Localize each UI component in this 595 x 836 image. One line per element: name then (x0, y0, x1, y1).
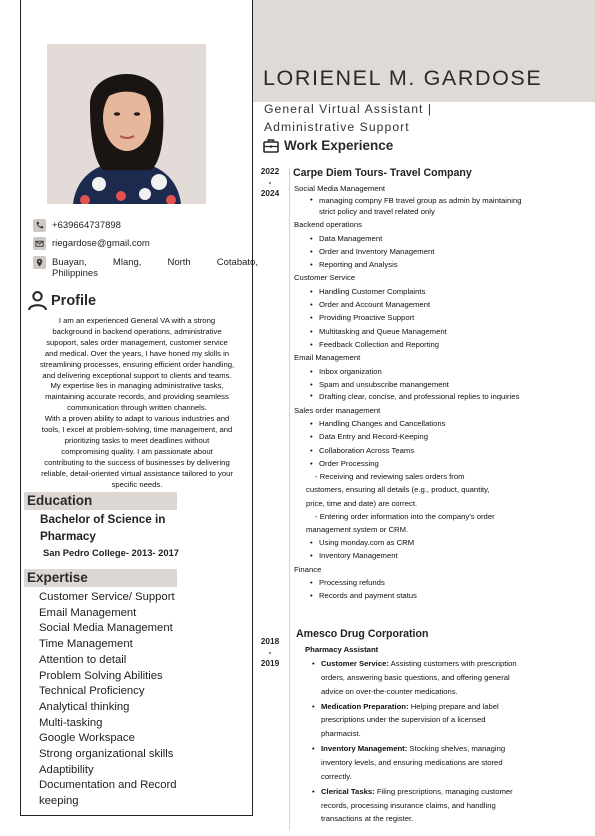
profile-title: Profile (51, 292, 97, 309)
duty-item: • Multitasking and Queue Management (294, 325, 590, 338)
duty-item: • Data Entry and Record-Keeping (294, 430, 590, 443)
duty-category: Backend operations (294, 220, 362, 230)
profile-line: specific needs. (111, 479, 163, 489)
duty-item: • Collaboration Across Teams (294, 444, 590, 457)
contact-address (33, 257, 258, 279)
phone-number: +639664737898 (52, 220, 121, 231)
address-part: Cotabato, (216, 257, 258, 268)
year-end: 2019 (260, 658, 280, 669)
work-experience-title: Work Experience (284, 138, 394, 153)
phone-icon (33, 219, 46, 232)
duty-item: • Handling Customer Complaints (294, 285, 590, 298)
duty-text: advice on over-the-counter medications. (321, 686, 458, 696)
expertise-item: Time Management (39, 638, 133, 651)
expertise-item: Adaptibility (39, 763, 94, 776)
detail-line: - Entering order information into the company's order (315, 511, 495, 521)
duty-text: Assisting customers with prescription (388, 659, 517, 668)
duty-item: • Using monday.com as CRM (294, 536, 590, 549)
job-details (294, 644, 590, 827)
degree (40, 512, 165, 545)
duty-list (294, 536, 590, 563)
detail-line: price, time and date) are correct. (306, 498, 418, 508)
detail-line: - Receiving and reviewing sales orders from (315, 472, 465, 482)
duty-category: Email Management (294, 353, 361, 363)
expertise-item: Problem Solving Abilities (39, 669, 163, 682)
company-name: Amesco Drug Corporation (296, 628, 429, 640)
profile-line: tools, I excel at problem-solving, time management, and (41, 425, 233, 435)
duty-item: • Drafting clear, concise, and professional replies to inquiries (294, 391, 526, 404)
duty-item: • Providing Proactive Support (294, 311, 590, 324)
profile-line: supoport, sales order management, customer service (46, 337, 228, 347)
duty-list (294, 285, 590, 351)
duty-category: Sales order management (294, 405, 381, 415)
duty-text: Filing prescriptions, managing customer (374, 786, 513, 796)
expertise-item: Technical Proficiency (39, 685, 145, 698)
degree-line: Bachelor of Science in (40, 513, 166, 526)
work-experience-heading (263, 138, 393, 153)
profile-heading (27, 290, 96, 311)
expertise-item: Customer Service/ Support (39, 591, 175, 603)
location-pin-icon (33, 256, 46, 269)
expertise-list (39, 590, 177, 810)
profile-line: With a proven ability to adapt to various industries and (44, 414, 230, 424)
duty-item (294, 657, 590, 698)
expertise-item: Google Workspace (39, 732, 135, 745)
duty-text: pharmacist. (321, 729, 361, 739)
expertise-item: Attention to detail (39, 653, 127, 666)
company-name: Carpe Diem Tours- Travel Company (293, 167, 472, 179)
profile-line: streamlining processes, ensuring efficient order handling, (39, 359, 235, 369)
contact-phone (33, 220, 121, 232)
year-end: 2024 (260, 188, 280, 199)
duty-item (294, 700, 590, 741)
profile-line: and medical. Over the years, I have honed my skills in (44, 348, 230, 358)
duty-category: Finance (294, 564, 322, 574)
duty-category: Social Media Management (294, 184, 386, 193)
duty-text: prescriptions under the supervision of a licensed (321, 715, 486, 725)
school-and-years: San Pedro College- 2013- 2017 (43, 547, 179, 558)
duty-item (294, 742, 590, 783)
profile-line: reliable, detail-oriented virtual assistance tailored to your (41, 468, 233, 478)
expertise-item: Strong organizational skills (39, 748, 174, 761)
profile-line: contributing to the success of businesses by delivering (44, 457, 230, 467)
duty-item (294, 785, 590, 826)
briefcase-icon (263, 138, 279, 153)
detail-line: customers, ensuring all details (e.g., product, quantity, (306, 485, 490, 495)
degree-line: Pharmacy (40, 529, 96, 543)
expertise-item: Documentation and Record (39, 779, 177, 792)
expertise-item: Multi-tasking (39, 716, 103, 729)
role-line: Administrative Support (264, 119, 410, 134)
expertise-item: Analytical thinking (39, 700, 130, 713)
email-address: riegardose@gmail.com (52, 238, 150, 249)
profile-summary (21, 316, 253, 491)
order-processing-detail (294, 470, 534, 536)
job-years (256, 636, 284, 670)
year-dash: - (268, 177, 272, 188)
duty-text: Stocking shelves, managing (407, 744, 506, 754)
job-years (256, 166, 284, 200)
education-heading: Education (24, 492, 177, 510)
duty-item: • managing compny FB travel group as admin by maintaining strict policy and travel related only (294, 195, 526, 218)
profile-line: background in backend operations, administrative (52, 326, 222, 336)
profile-line: communication through written channels. (67, 403, 207, 413)
profile-line: maintaining accurate records, and providing seamless (45, 392, 229, 402)
contact-email (33, 238, 150, 250)
duty-item: • Processing refunds (294, 576, 590, 589)
expertise-item: keeping (39, 795, 79, 808)
duty-text: correctly. (321, 771, 352, 781)
duty-item: • Feedback Collection and Reporting (294, 338, 590, 351)
duty-list (294, 576, 590, 603)
person-icon (27, 290, 48, 311)
job-details (294, 182, 590, 603)
duty-list (294, 417, 590, 470)
duty-item: • Data Management (294, 232, 590, 245)
address-part: Buayan, (52, 257, 87, 268)
duty-lead: Customer Service: (321, 659, 389, 668)
profile-line: I am an experienced General VA with a strong (58, 316, 216, 325)
candidate-role (264, 101, 432, 136)
expertise-item: Social Media Management (39, 622, 173, 635)
duty-text: orders, answering basic questions, and offering general (321, 672, 510, 682)
duty-item: • Inbox organization (294, 365, 590, 378)
portrait-illustration (47, 44, 206, 204)
profile-line: prioritizing tasks to meet deadlines without (64, 435, 210, 445)
year-dash: - (268, 647, 272, 658)
duty-list (294, 657, 590, 826)
profile-line: and delivering exceptional support to clients and teams. (42, 370, 232, 380)
duty-text: records, processing insurance claims, and handling (321, 800, 496, 810)
duty-item: • Order and Account Management (294, 298, 590, 311)
duty-item: • Handling Changes and Cancellations (294, 417, 590, 430)
duty-text: Helping prepare and label (408, 701, 499, 711)
duty-list (294, 232, 590, 272)
address-part: North (167, 257, 191, 268)
address-text (52, 257, 258, 279)
role-line: General Virtual Assistant | (264, 102, 433, 116)
duty-lead: Inventory Management: (321, 744, 408, 754)
duty-lead: Medication Preparation: (321, 701, 409, 711)
year-start: 2022 (260, 166, 280, 176)
candidate-name: LORIENEL M. GARDOSE (263, 66, 543, 90)
duty-text: inventory levels, and ensuring medications are stored (321, 757, 503, 767)
duty-item: • Order Processing (294, 457, 590, 470)
duty-item: • Spam and unsubscribe manangement (294, 378, 590, 391)
duty-text: transactions at the register. (321, 814, 414, 824)
address-line-2: Philippines (52, 268, 98, 279)
year-start: 2018 (260, 636, 280, 646)
profile-photo (47, 44, 206, 204)
duty-category: Customer Service (294, 273, 356, 283)
profile-line: compromising quality. I am passionate about (61, 446, 213, 456)
expertise-heading: Expertise (24, 569, 177, 587)
email-icon (33, 237, 46, 250)
duty-item: • Inventory Management (294, 549, 590, 562)
duty-item: • Reporting and Analysis (294, 258, 590, 271)
job-title: Pharmacy Assistant (305, 645, 379, 654)
detail-line: management system or CRM. (306, 524, 409, 534)
duty-item: • Order and Inventory Management (294, 245, 590, 258)
duty-list (294, 195, 590, 218)
duty-lead: Clerical Tasks: (321, 786, 375, 796)
duty-item: • Records and payment status (294, 589, 590, 602)
duty-list (294, 365, 590, 404)
expertise-item: Email Management (39, 606, 137, 619)
profile-line: My expertise lies in managing administrative tasks, (50, 381, 224, 391)
address-part: Mlang, (112, 257, 142, 268)
timeline-line (289, 168, 290, 830)
